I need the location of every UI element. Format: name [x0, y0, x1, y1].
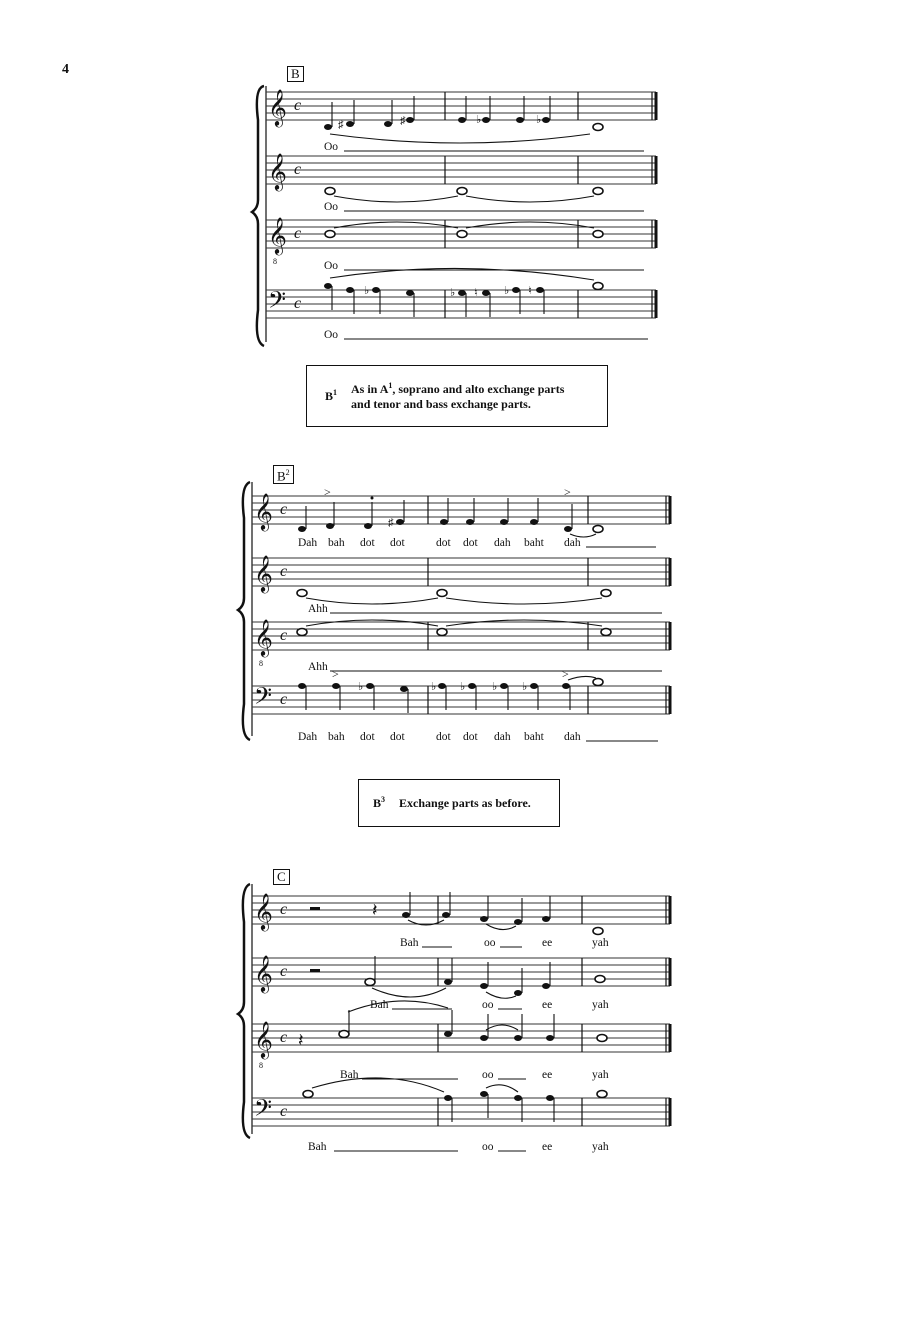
svg-text:ee: ee	[542, 937, 553, 949]
svg-text:yah: yah	[592, 999, 609, 1011]
svg-text:dot: dot	[390, 731, 405, 743]
staff-tenor-b2	[252, 618, 670, 673]
svg-text:♯: ♯	[400, 115, 406, 127]
svg-text:8: 8	[273, 257, 277, 266]
svg-text:yah: yah	[592, 1069, 609, 1081]
svg-text:ee: ee	[542, 1141, 553, 1153]
svg-text:𝄞: 𝄞	[254, 492, 273, 530]
staff-soprano-b2	[252, 485, 670, 549]
svg-text:baht: baht	[524, 537, 544, 549]
svg-text:Bah: Bah	[340, 1069, 359, 1081]
instruction-box-b3	[358, 779, 560, 827]
svg-text:c: c	[280, 627, 288, 644]
svg-text:c: c	[280, 1103, 288, 1120]
svg-text:c: c	[280, 901, 288, 918]
svg-text:𝄞: 𝄞	[254, 554, 273, 592]
instruction-label-b1: $B^1$	[325, 388, 338, 403]
svg-text:oo: oo	[482, 999, 494, 1011]
svg-text:♯: ♯	[338, 119, 344, 131]
svg-text:Ahh: Ahh	[308, 603, 328, 615]
staff-soprano-c	[252, 892, 670, 949]
svg-text:♭: ♭	[460, 681, 466, 693]
rehearsal-mark-b2: $B^2$	[273, 465, 294, 484]
svg-text:c: c	[294, 295, 302, 312]
svg-text:♮: ♮	[528, 285, 532, 297]
staff-tenor-c	[252, 1001, 670, 1081]
svg-text:dot: dot	[436, 537, 451, 549]
staff-alto-b2	[252, 554, 670, 615]
svg-text:Bah: Bah	[400, 937, 419, 949]
svg-text:𝄞: 𝄞	[254, 954, 273, 992]
svg-text:♭: ♭	[492, 681, 498, 693]
svg-text:yah: yah	[592, 1141, 609, 1153]
svg-text:Oo: Oo	[324, 260, 339, 272]
system-b2	[236, 478, 676, 748]
instruction-text-b1: As in $A^1$, soprano and alto exchange parts and tenor and bass exchange parts.	[351, 380, 565, 411]
svg-text:8: 8	[259, 1061, 263, 1070]
svg-text:𝄞: 𝄞	[268, 152, 287, 190]
svg-text:bah: bah	[328, 537, 345, 549]
svg-text:♮: ♮	[474, 287, 478, 299]
svg-text:Oo: Oo	[324, 201, 339, 213]
svg-text:𝄞: 𝄞	[268, 216, 287, 254]
lyrics-soprano-c	[400, 937, 609, 949]
staff-alto-c	[252, 954, 670, 1011]
svg-text:yah: yah	[592, 937, 609, 949]
svg-text:>: >	[562, 667, 569, 681]
svg-text:Oo: Oo	[324, 329, 339, 341]
svg-text:bah: bah	[328, 731, 345, 743]
svg-text:𝄽: 𝄽	[372, 900, 378, 920]
svg-text:baht: baht	[524, 731, 544, 743]
system-c	[236, 882, 676, 1157]
svg-text:c: c	[280, 963, 288, 980]
system-b	[250, 80, 670, 355]
svg-text:c: c	[294, 161, 302, 178]
staff-tenor-b	[266, 216, 656, 272]
svg-text:♭: ♭	[536, 114, 542, 126]
instruction-label-b3: $B^3$	[373, 795, 386, 810]
svg-text:dah: dah	[494, 537, 511, 549]
svg-text:♭: ♭	[431, 681, 437, 693]
svg-text:Dah: Dah	[298, 731, 318, 743]
svg-text:dot: dot	[390, 537, 405, 549]
svg-text:>: >	[324, 485, 331, 499]
staff-alto-b	[266, 152, 656, 213]
svg-text:♭: ♭	[504, 285, 510, 297]
svg-text:♭: ♭	[364, 285, 370, 297]
svg-text:♭: ♭	[358, 681, 364, 693]
svg-text:8: 8	[259, 659, 263, 668]
lyrics-bass-b2	[298, 731, 658, 743]
svg-text:dot: dot	[463, 537, 478, 549]
svg-text:𝄞: 𝄞	[268, 88, 287, 126]
lyrics-tenor-c	[340, 1069, 609, 1081]
page-number: 4	[62, 62, 69, 77]
svg-text:ee: ee	[542, 1069, 553, 1081]
rehearsal-mark-b: B	[287, 66, 304, 82]
instruction-text-b3: Exchange parts as before.	[399, 795, 531, 810]
svg-text:♭: ♭	[476, 114, 482, 126]
svg-text:c: c	[280, 501, 288, 518]
instruction-box-b1	[306, 365, 608, 427]
svg-text:𝄽: 𝄽	[298, 1030, 304, 1050]
svg-text:dah: dah	[564, 537, 581, 549]
svg-text:dot: dot	[463, 731, 478, 743]
svg-text:c: c	[280, 1029, 288, 1046]
svg-text:dot: dot	[436, 731, 451, 743]
svg-text:𝄞: 𝄞	[254, 618, 273, 656]
svg-text:𝄢: 𝄢	[254, 1094, 273, 1127]
svg-text:Dah: Dah	[298, 537, 318, 549]
svg-text:Bah: Bah	[308, 1141, 327, 1153]
staff-bass-b2	[252, 667, 670, 743]
svg-text:dot: dot	[360, 537, 375, 549]
svg-text:♭: ♭	[450, 287, 456, 299]
svg-text:𝄢: 𝄢	[254, 682, 273, 715]
svg-text:c: c	[280, 563, 288, 580]
svg-text:ee: ee	[542, 999, 553, 1011]
svg-text:Oo: Oo	[324, 141, 339, 153]
svg-text:>: >	[564, 485, 571, 499]
staff-bass-b	[266, 268, 656, 341]
rehearsal-mark-c: C	[273, 869, 290, 885]
svg-text:dah: dah	[494, 731, 511, 743]
svg-text:dah: dah	[564, 731, 581, 743]
lyrics-soprano-b2	[298, 537, 656, 549]
svg-text:oo: oo	[482, 1069, 494, 1081]
svg-text:c: c	[294, 97, 302, 114]
lyrics-bass-c	[308, 1141, 609, 1153]
svg-text:c: c	[280, 691, 288, 708]
svg-text:oo: oo	[484, 937, 496, 949]
svg-text:>: >	[332, 667, 339, 681]
staff-soprano-b	[266, 88, 656, 153]
svg-text:𝄞: 𝄞	[254, 892, 273, 930]
svg-text:♯: ♯	[388, 517, 394, 529]
svg-text:𝄞: 𝄞	[254, 1020, 273, 1058]
svg-text:Ahh: Ahh	[308, 661, 328, 673]
svg-text:♭: ♭	[522, 681, 528, 693]
staff-bass-c	[252, 1078, 670, 1153]
svg-text:oo: oo	[482, 1141, 494, 1153]
svg-text:c: c	[294, 225, 302, 242]
svg-text:𝄢: 𝄢	[268, 286, 287, 319]
svg-text:dot: dot	[360, 731, 375, 743]
svg-text:Bah: Bah	[370, 999, 389, 1011]
